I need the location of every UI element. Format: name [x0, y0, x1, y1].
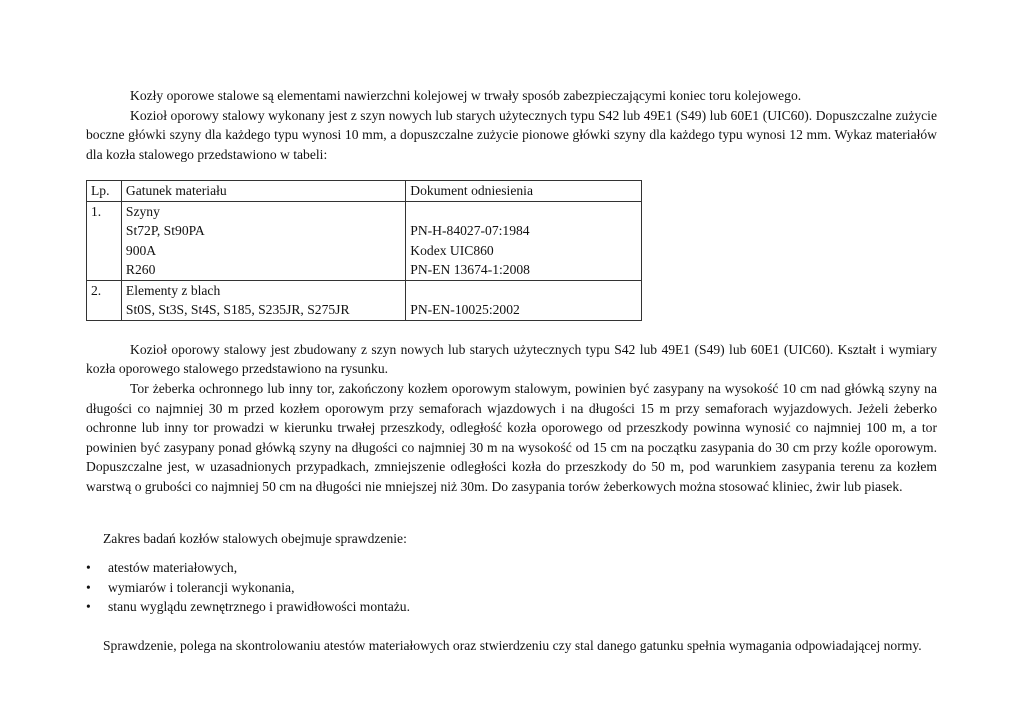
document-line: Kodex UIC860: [410, 242, 494, 258]
materials-table: [86, 180, 642, 321]
spacer: [86, 497, 937, 529]
list-item: [86, 597, 937, 617]
paragraph-scope: Zakres badań kozłów stalowych obejmuje sprawdzenie:: [103, 530, 407, 546]
row-documents: [406, 201, 642, 280]
document-line-empty: [410, 202, 637, 222]
bullet-icon: •: [86, 579, 91, 595]
list-item-text: atestów materiałowych,: [108, 560, 238, 576]
table-row: [87, 280, 642, 320]
row-lp: 2.: [87, 280, 122, 320]
row-documents: [406, 280, 642, 320]
document-page: [86, 86, 937, 656]
list-item-text: wymiarów i tolerancji wykonania,: [108, 579, 295, 595]
list-item: [86, 558, 937, 578]
header-lp: Lp.: [87, 181, 122, 202]
paragraph-verification: Sprawdzenie, polega na skontrolowaniu atestów materiałowych oraz stwierdzeniu czy stal danego gatunku spełnia wymagania odpowiadającej normy.: [103, 638, 922, 653]
material-line: St0S, St3S, St4S, S185, S235JR, S275JR: [125, 302, 350, 318]
checklist: [86, 558, 937, 617]
table-header-row: [87, 181, 642, 202]
material-line: Szyny: [125, 203, 160, 219]
row-materials: [121, 280, 405, 320]
paragraph-structure: Kozioł oporowy stalowy jest zbudowany z szyn nowych lub starych użytecznych typu S42 lub 49E1 (S49) lub 60E1 (UIC60). Kształt i wymiary kozła oporowego stalowego przedstawiono na rysunku.: [86, 341, 937, 377]
material-line: 900A: [125, 242, 157, 258]
document-line: PN-EN 13674-1:2008: [410, 262, 530, 278]
document-line-empty: [410, 281, 637, 301]
document-line: PN-EN-10025:2002: [410, 302, 520, 318]
material-line: R260: [125, 262, 156, 278]
bullet-icon: •: [86, 599, 91, 615]
document-line: PN-H-84027-07:1984: [410, 223, 530, 239]
header-material: Gatunek materiału: [121, 181, 405, 202]
row-materials: [121, 201, 405, 280]
bullet-icon: •: [86, 560, 91, 576]
list-item: [86, 578, 937, 598]
paragraph-backfill: Tor żeberka ochronnego lub inny tor, zakończony kozłem oporowym stalowym, powinien być zasypany na wysokość 10 cm nad główką szyny na długości co najmniej 30 m przed kozłem oporowym przy semaforach wjazdowych i na długości 15 m przy semaforach wyjazdowych. Jeżeli żeberko ochronne lub inny tor prowadzi w kierunku trwałej przeszkody, odległość kozła oporowego od przeszkody powinna wynosić co najmniej 100 m, a tor powinien być zasypany ponad główką szyny na długości co najmniej 30 m na wysokość od 15 cm na początku zasypania do 30 cm przy koźle oporowym. Dopuszczalne jest, w uzasadnionych przypadkach, zmniejszenie odległości kozła do przeszkody do 50 m, pod warunkiem zasypania terenu za kozłem warstwą o grubości co najmniej 50 cm na długości nie mniejszej niż 30m. Do zasypania torów żeberkowych można stosować kliniec, żwir lub piasek.: [86, 381, 937, 495]
spacer: [86, 617, 937, 636]
paragraph-construction: Kozioł oporowy stalowy wykonany jest z szyn nowych lub starych użytecznych typu S42 lub 49E1 (S49) lub 60E1 (UIC60). Dopuszczalne zużycie boczne główki szyny dla każdego typu wynosi 10 mm, a dopuszczalne zużycie pionowe główki szyny dla każdego typu wynosi 12 mm. Wykaz materiałów dla kozła stalowego przedstawiono w tabeli:: [86, 107, 937, 162]
table-row: [87, 201, 642, 280]
material-line: Elementy z blach: [125, 282, 221, 298]
row-lp: 1.: [87, 201, 122, 280]
spacer: [86, 321, 937, 340]
paragraph-intro: Kozły oporowe stalowe są elementami nawierzchni kolejowej w trwały sposób zabezpieczającymi koniec toru kolejowego.: [130, 88, 802, 103]
list-item-text: stanu wyglądu zewnętrznego i prawidłowości montażu.: [108, 599, 410, 615]
material-line: St72P, St90PA: [125, 223, 205, 239]
header-document: Dokument odniesienia: [406, 181, 642, 202]
